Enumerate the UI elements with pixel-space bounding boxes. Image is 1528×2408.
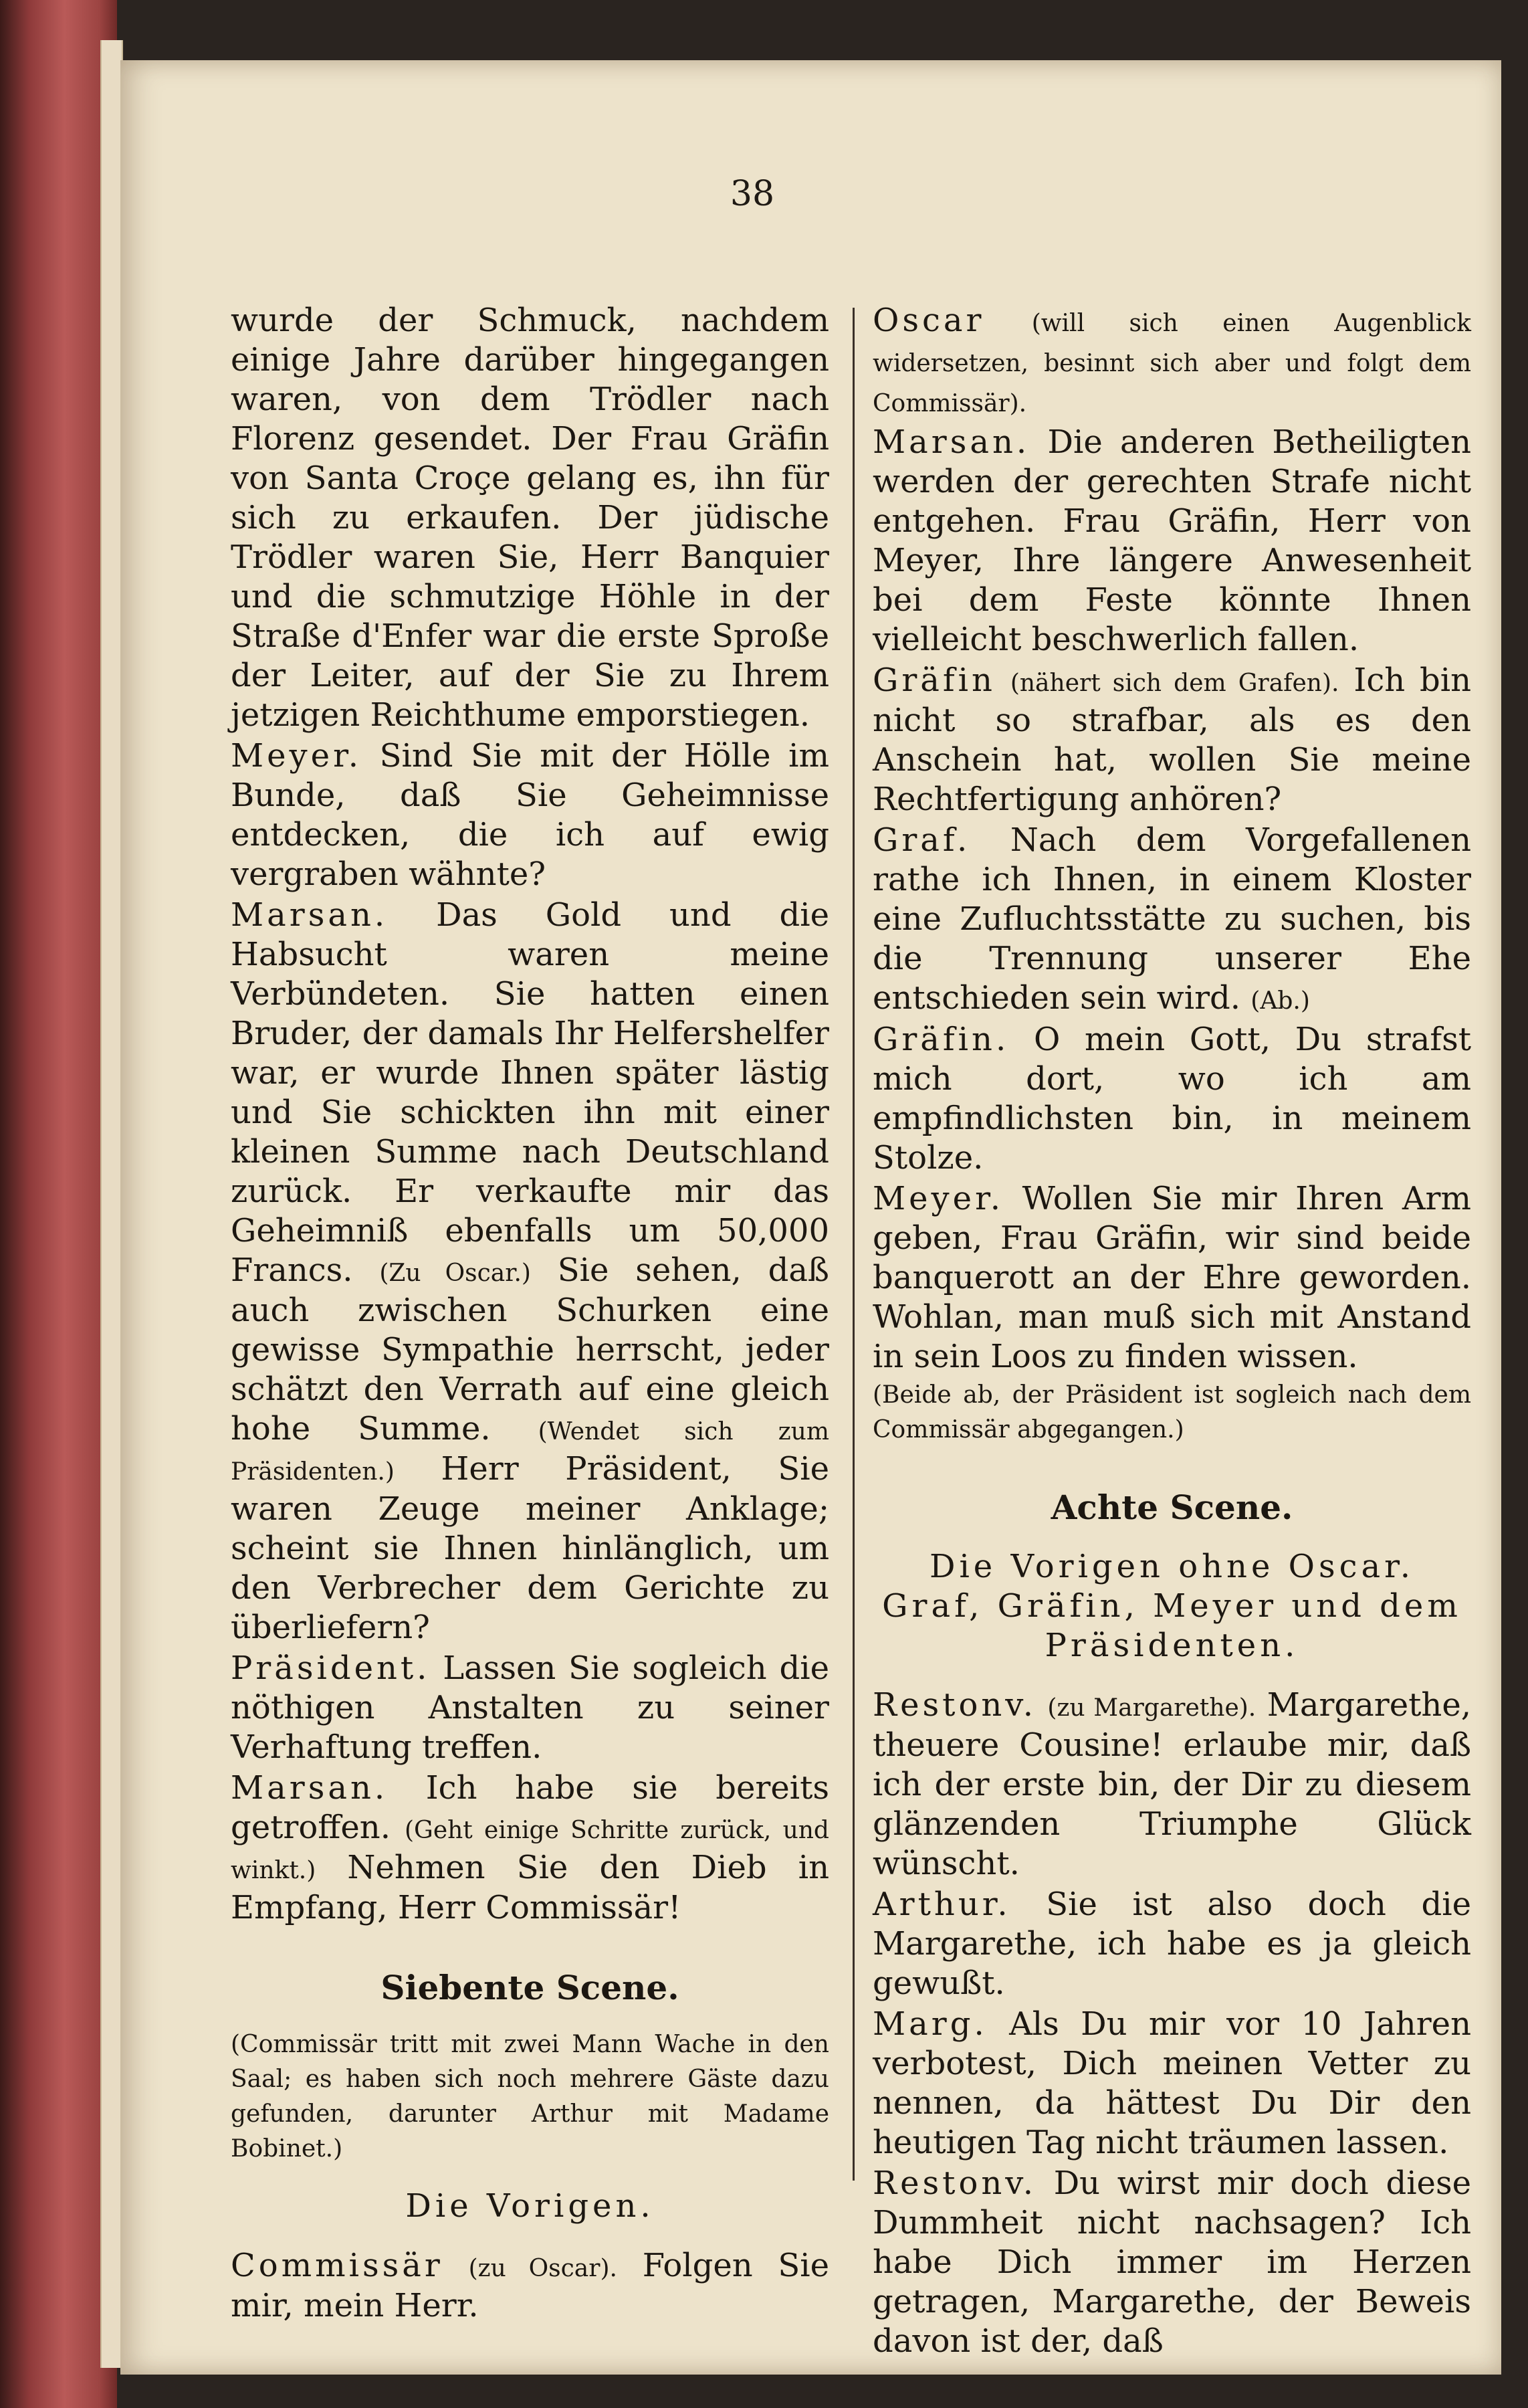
book-binding [0, 0, 117, 2408]
stage-direction: (nähert sich dem Grafen). [1010, 670, 1339, 697]
scene-heading: Siebente Scene. [380, 1968, 679, 2007]
dialogue-text: Nach dem Vorgefallenen rathe ich Ihnen, in einem Kloster eine Zufluchtsstätte zu suchen, bis die Trennung unserer Ehe entschieden sein wird. [873, 821, 1471, 1017]
speaker-name: Marsan. [231, 896, 389, 934]
dialogue-text: Nehmen Sie den Dieb in Empfang, Herr Commissär! [231, 1849, 829, 1926]
stage-direction: (Wendet sich zum Präsidenten.) [231, 1418, 829, 1486]
dialogue-text: Sie sehen, daß auch zwischen Schurken eine gewisse Sympathie herrscht, jeder schätzt den Verrath auf eine gleich hohe Summe. [231, 1251, 829, 1447]
dialogue-line [873, 301, 1471, 421]
dialogue-line [231, 1649, 829, 1767]
speaker-name: Marsan. [873, 423, 1030, 461]
speaker-name: Graf. [873, 821, 971, 859]
speaker-name: Commissär [231, 2247, 443, 2284]
dialogue-text: Lassen Sie sogleich die nöthigen Anstalten zu seiner Verhaftung treffen. [231, 1649, 829, 1766]
dialogue-line [873, 2164, 1471, 2361]
speaker-name: Oscar [873, 302, 985, 339]
dialogue-text: Das Gold und die Habsucht waren meine Verbündeten. Sie hatten einen Bruder, der damals Ihr Helfershelfer war, er wurde Ihnen später lästig und Sie schickten ihn mit einer kleinen Summe nach Deutschland zurück. Er verkaufte mir das Geheimniß ebenfalls um 50,000 Francs. [231, 896, 829, 1289]
speaker-name: Gräfin [873, 662, 996, 699]
dialogue-text: Ich bin nicht so strafbar, als es den Anschein hat, wollen Sie meine Rechtfertigung anhören? [873, 662, 1471, 818]
dialogue-line [873, 423, 1471, 660]
speaker-name: Meyer. [873, 1180, 1004, 1217]
dialogue-line [873, 1885, 1471, 2003]
page-number: 38 [730, 174, 775, 214]
dialogue-text: Ich habe sie bereits getroffen. [231, 1769, 829, 1846]
dialogue-text: Herr Präsident, Sie waren Zeuge meiner Anklage; scheint sie Ihnen hinlänglich, um den Verbrecher dem Gerichte zu überliefern? [231, 1450, 830, 1646]
stage-direction: (zu Margarethe). [1047, 1694, 1257, 1722]
dialogue-line [873, 1686, 1471, 1884]
left-column [231, 301, 830, 2324]
speaker-name: Restonv. [873, 1686, 1036, 1724]
dialogue-line [231, 736, 829, 894]
dialogue-text: Margarethe, theuere Cousine! erlaube mir, daß ich der erste bin, der Dir zu diesem glänzenden Triumphe Glück wünscht. [873, 1686, 1471, 1882]
speaker-name: Präsident. [231, 1649, 431, 1687]
dialogue-line [873, 1179, 1471, 1377]
right-column [873, 301, 1472, 2360]
dialogue-line [873, 661, 1471, 819]
stage-direction: (Ab.) [1250, 987, 1310, 1015]
dialogue-line [231, 1769, 829, 1928]
page-edges [100, 40, 123, 2368]
speaker-name: Gräfin. [873, 1021, 1010, 1058]
stage-direction: (Zu Oscar.) [379, 1260, 531, 1287]
dialogue-line [231, 896, 829, 1647]
stage-direction: (zu Oscar). [468, 2255, 617, 2282]
dialogue-line [873, 1020, 1471, 1178]
dialogue-text: Die anderen Betheiligten werden der gerechten Strafe nicht entgehen. Frau Gräfin, Herr von Meyer, Ihre längere Anwesenheit bei dem Feste könnte Ihnen vielleicht beschwerlich fallen. [873, 423, 1471, 658]
dialogue-text: Sind Sie mit der Hölle im Bunde, daß Sie Geheimnisse entdecken, die ich auf ewig vergraben wähnte? [231, 737, 829, 893]
scene-heading: Achte Scene. [1051, 1488, 1293, 1527]
dialogue-text: Wollen Sie mir Ihren Arm geben, Frau Gräfin, wir sind beide banquerott an der Ehre geworden. Wohlan, man muß sich mit Anstand in sein Loos zu finden wissen. [873, 1180, 1471, 1375]
speaker-name: Arthur. [873, 1886, 1011, 1923]
dialogue-line [873, 2005, 1471, 2163]
dialogue-line [873, 821, 1471, 1019]
speaker-name: Marg. [873, 2005, 988, 2043]
persons-list: Die Vorigen. [405, 2187, 655, 2225]
stage-direction-block: (Beide ab, der Präsident ist sogleich nach dem Commissär abgegangen.) [873, 1381, 1471, 1443]
paragraph: wurde der Schmuck, nachdem einige Jahre darüber hingegangen waren, von dem Trödler nach Florenz gesendet. Der Frau Gräfin von Santa Croçe gelang es, ihn für sich zu erkaufen. Der jüdische Trödler waren Sie, Herr Banquier und die schmutzige Höhle in der Straße d'Enfer war die erste Sproße der Leiter, auf der Sie zu Ihrem jetzigen Reichthume emporstiegen. [231, 302, 829, 734]
stage-direction: (will sich einen Augenblick widersetzen, besinnt sich aber und folgt dem Commissär). [873, 310, 1471, 417]
dialogue-text: Du wirst mir doch diese Dummheit nicht nachsagen? Ich habe Dich immer im Herzen getragen, Margarethe, der Beweis davon ist der, daß [873, 2165, 1471, 2360]
speaker-name: Restonv. [873, 2165, 1036, 2202]
stage-direction: (Geht einige Schritte zurück, und winkt.) [231, 1817, 829, 1884]
column-divider [853, 308, 855, 2181]
dialogue-text: Als Du mir vor 10 Jahren verbotest, Dich meinen Vetter zu nennen, da hättest Du Dir den heutigen Tag nicht träumen lassen. [873, 2005, 1471, 2161]
dialogue-text: Sie ist also doch die Margarethe, ich habe es ja gleich gewußt. [873, 1886, 1471, 2002]
speaker-name: Marsan. [231, 1769, 389, 1807]
speaker-name: Meyer. [231, 737, 362, 775]
stage-direction-block: (Commissär tritt mit zwei Mann Wache in den Saal; es haben sich noch mehrere Gäste dazu gefunden, darunter Arthur mit Madame Bobinet.) [231, 2031, 829, 2163]
dialogue-text: Folgen Sie mir, mein Herr. [231, 2247, 830, 2324]
dialogue-line [231, 2246, 829, 2326]
persons-list: Die Vorigen ohne Oscar. Graf, Gräfin, Meyer und dem Präsidenten. [882, 1548, 1462, 1664]
dialogue-text: O mein Gott, Du strafst mich dort, wo ich am empfindlichsten bin, in meinem Stolze. [873, 1021, 1472, 1177]
